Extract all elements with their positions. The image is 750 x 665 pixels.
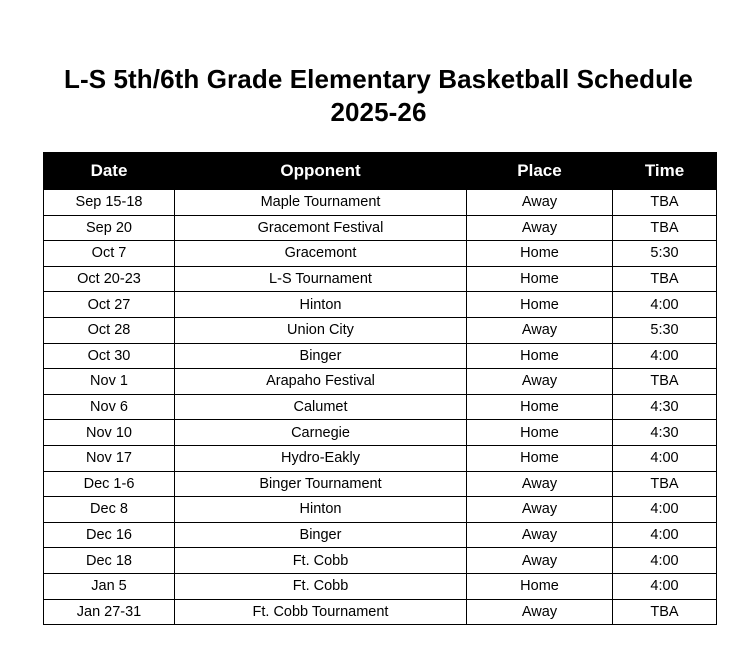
table-row [44, 599, 717, 625]
cell-opponent: Ft. Cobb [175, 548, 467, 574]
header-row [44, 153, 717, 190]
table-row [44, 471, 717, 497]
table-row [44, 369, 717, 395]
table-row [44, 343, 717, 369]
cell-opponent: Gracemont Festival [175, 215, 467, 241]
cell-date: Sep 20 [44, 215, 175, 241]
table-row [44, 317, 717, 343]
cell-time: 4:00 [613, 522, 717, 548]
header-date: Date [44, 153, 175, 190]
cell-place: Away [467, 548, 613, 574]
cell-opponent: Maple Tournament [175, 190, 467, 216]
cell-place: Away [467, 215, 613, 241]
cell-time: 4:00 [613, 548, 717, 574]
cell-opponent: Binger Tournament [175, 471, 467, 497]
table-row [44, 190, 717, 216]
cell-place: Home [467, 573, 613, 599]
schedule-table [43, 152, 717, 625]
table-row [44, 522, 717, 548]
cell-opponent: Ft. Cobb Tournament [175, 599, 467, 625]
cell-place: Away [467, 599, 613, 625]
cell-time: 4:00 [613, 343, 717, 369]
cell-date: Nov 10 [44, 420, 175, 446]
cell-time: 4:00 [613, 445, 717, 471]
table-row [44, 420, 717, 446]
cell-time: 5:30 [613, 317, 717, 343]
table-row [44, 266, 717, 292]
cell-date: Oct 7 [44, 241, 175, 267]
cell-time: 4:00 [613, 573, 717, 599]
cell-date: Sep 15-18 [44, 190, 175, 216]
cell-opponent: Hydro-Eakly [175, 445, 467, 471]
table-row [44, 241, 717, 267]
cell-time: 4:30 [613, 420, 717, 446]
cell-place: Home [467, 292, 613, 318]
cell-date: Dec 16 [44, 522, 175, 548]
cell-place: Away [467, 471, 613, 497]
cell-place: Home [467, 420, 613, 446]
cell-place: Away [467, 522, 613, 548]
header-opponent: Opponent [175, 153, 467, 190]
cell-date: Nov 17 [44, 445, 175, 471]
table-row [44, 292, 717, 318]
table-row [44, 497, 717, 523]
cell-time: 4:00 [613, 497, 717, 523]
cell-opponent: Binger [175, 343, 467, 369]
cell-date: Jan 27-31 [44, 599, 175, 625]
cell-time: TBA [613, 266, 717, 292]
cell-time: TBA [613, 599, 717, 625]
cell-time: TBA [613, 190, 717, 216]
cell-opponent: Gracemont [175, 241, 467, 267]
cell-date: Dec 8 [44, 497, 175, 523]
cell-time: 4:30 [613, 394, 717, 420]
cell-time: 5:30 [613, 241, 717, 267]
table-row [44, 394, 717, 420]
table-row [44, 215, 717, 241]
cell-date: Dec 1-6 [44, 471, 175, 497]
table-row [44, 573, 717, 599]
cell-opponent: Ft. Cobb [175, 573, 467, 599]
schedule-body [44, 190, 717, 625]
cell-place: Away [467, 190, 613, 216]
title-line-2: 2025-26 [330, 97, 427, 127]
cell-date: Oct 30 [44, 343, 175, 369]
cell-place: Home [467, 266, 613, 292]
cell-opponent: Hinton [175, 292, 467, 318]
cell-time: TBA [613, 369, 717, 395]
cell-place: Home [467, 241, 613, 267]
cell-opponent: L-S Tournament [175, 266, 467, 292]
cell-date: Nov 6 [44, 394, 175, 420]
title-line-1: L-S 5th/6th Grade Elementary Basketball Schedule [63, 64, 693, 94]
cell-place: Away [467, 369, 613, 395]
cell-place: Away [467, 497, 613, 523]
cell-date: Nov 1 [44, 369, 175, 395]
cell-place: Home [467, 394, 613, 420]
cell-date: Jan 5 [44, 573, 175, 599]
cell-opponent: Calumet [175, 394, 467, 420]
cell-place: Away [467, 317, 613, 343]
page-title [0, 63, 750, 129]
cell-place: Home [467, 445, 613, 471]
cell-date: Oct 20-23 [44, 266, 175, 292]
cell-time: 4:00 [613, 292, 717, 318]
table-row [44, 445, 717, 471]
cell-date: Oct 27 [44, 292, 175, 318]
table-row [44, 548, 717, 574]
cell-date: Oct 28 [44, 317, 175, 343]
cell-opponent: Union City [175, 317, 467, 343]
header-place: Place [467, 153, 613, 190]
header-time: Time [613, 153, 717, 190]
cell-time: TBA [613, 471, 717, 497]
cell-time: TBA [613, 215, 717, 241]
cell-opponent: Hinton [175, 497, 467, 523]
cell-opponent: Arapaho Festival [175, 369, 467, 395]
cell-opponent: Binger [175, 522, 467, 548]
cell-opponent: Carnegie [175, 420, 467, 446]
cell-place: Home [467, 343, 613, 369]
cell-date: Dec 18 [44, 548, 175, 574]
